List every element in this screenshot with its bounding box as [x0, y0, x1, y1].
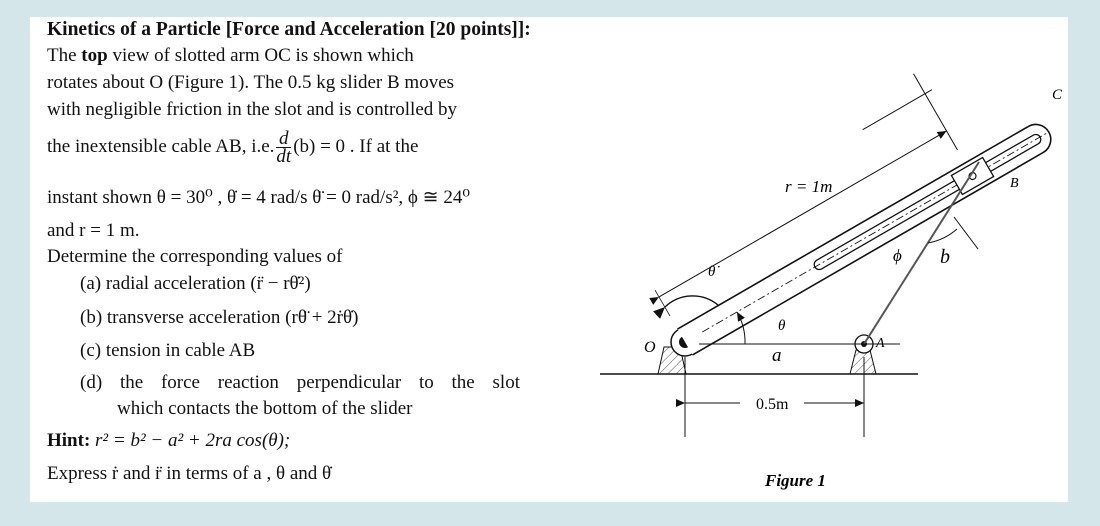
part-c: (c) tension in cable AB [80, 340, 256, 361]
part-d-word: reaction [217, 372, 279, 393]
part-d-word: force [160, 372, 200, 393]
fraction-denominator: dt [276, 146, 292, 167]
label-theta: θ [778, 318, 786, 334]
hint-equation: r² = b² − a² + 2ra cos(θ); [90, 430, 291, 451]
intro-4b: (b) = 0 . If at the [293, 135, 419, 157]
part-d-words [80, 370, 520, 396]
slotted-arm [626, 30, 1056, 355]
part-d-word: the [451, 372, 475, 393]
label-phi: ϕ [893, 246, 902, 265]
page [30, 17, 1068, 502]
part-d-word: slot [492, 372, 520, 393]
fraction-numerator: d [276, 130, 291, 148]
support-A [850, 335, 876, 374]
intro-line-3: with negligible friction in the slot and is controlled by [47, 99, 458, 120]
label-b: b [940, 246, 950, 268]
label-theta-dot: θ̇ [708, 264, 716, 280]
figure-caption: Figure 1 [765, 471, 826, 490]
part-d-word: perpendicular [296, 372, 402, 393]
figure-1 [600, 17, 1068, 502]
intro-line-1 [47, 43, 414, 69]
part-d-word: (d) [80, 372, 103, 393]
express-line: Express ṙ and r̈ in terms of a , θ and θ̇ [47, 463, 332, 484]
label-O: O [644, 339, 656, 356]
intro-line-2: rotates about O (Figure 1). The 0.5 kg slider B moves [47, 72, 455, 93]
label-r: r = 1m [785, 177, 833, 196]
mechanism-diagram [600, 17, 1068, 502]
intro-4a: the inextensible cable AB, i.e. [47, 135, 275, 157]
intro-1c: view of slotted arm OC is shown which [107, 45, 414, 66]
part-d-word: to [418, 372, 434, 393]
part-d-continued: which contacts the bottom of the slider [117, 398, 413, 419]
given-values-line: instant shown θ = 30⁰ , θ̇ = 4 rad/s θ̈ = 0 rad/s², ϕ ≅ 24⁰ [47, 187, 470, 208]
derivative-fraction [276, 130, 291, 165]
label-B: B [1010, 176, 1019, 191]
intro-1b: top [81, 45, 108, 66]
part-d [80, 370, 520, 396]
hint-label: Hint: [47, 430, 91, 451]
given-r-line: and r = 1 m. [47, 220, 140, 241]
angular-velocity-arc [665, 296, 718, 307]
label-A: A [876, 336, 885, 351]
label-a: a [772, 345, 782, 366]
intro-1a: The [47, 45, 82, 66]
b-leader [954, 217, 978, 249]
part-b: (b) transverse acceleration (rθ̈ + 2ṙθ̇) [80, 307, 359, 328]
label-dimension: 0.5m [756, 396, 789, 413]
part-d-word: the [119, 372, 144, 393]
part-a: (a) radial acceleration (r̈ − rθ̇²) [80, 273, 311, 294]
label-C: C [1052, 87, 1063, 103]
problem-title: Kinetics of a Particle [Force and Acceleration [20 points]]: [47, 19, 531, 40]
intro-line-4 [47, 130, 418, 165]
hint-line [47, 428, 290, 454]
determine-line: Determine the corresponding values of [47, 246, 343, 267]
